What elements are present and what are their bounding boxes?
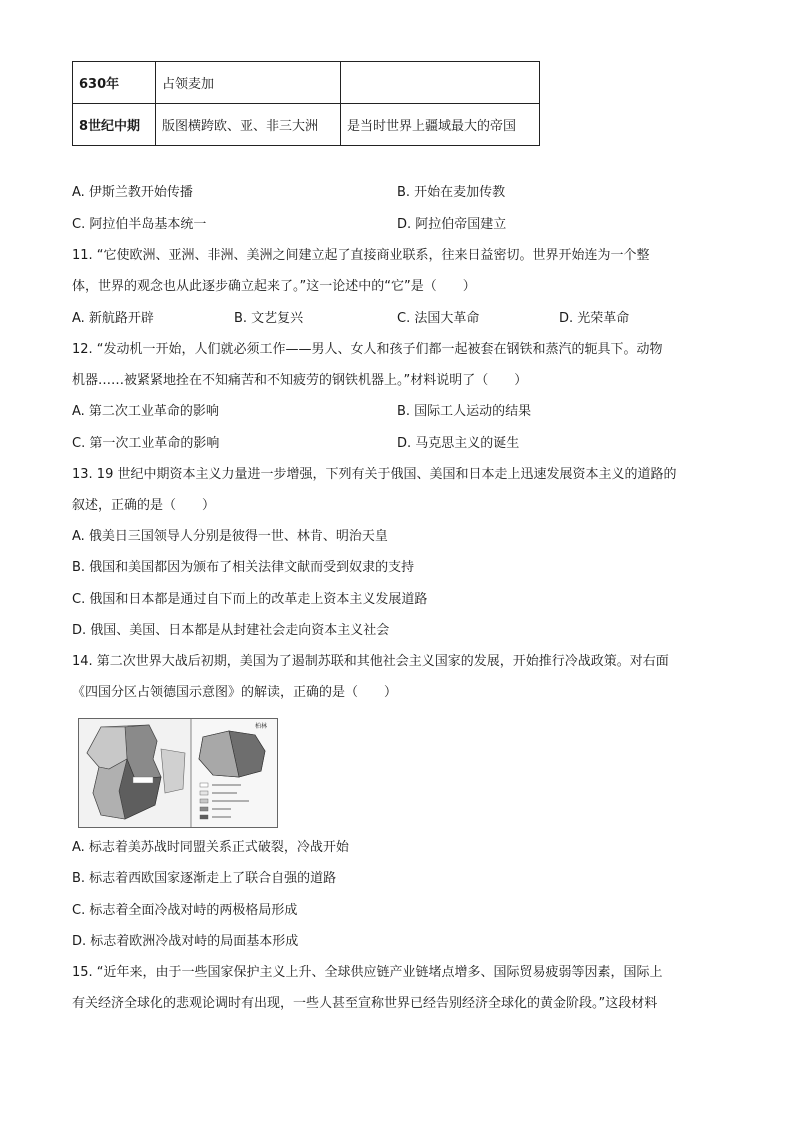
q11-option-d: D. 光荣革命: [559, 311, 630, 326]
q10-option-b: B. 开始在麦加传教: [397, 185, 506, 200]
q12-option-c: C. 第一次工业革命的影响: [72, 436, 220, 451]
q12-stem-line1: 12. “发动机一开始，人们就必须工作——男人、女人和孩子们都一起被套在钢铁和蒸汽的轭具下。动物: [72, 342, 663, 357]
q12-option-a: A. 第二次工业革命的影响: [72, 404, 219, 419]
germany-occupation-map: [78, 718, 278, 828]
q11-option-b: B. 文艺复兴: [234, 311, 304, 326]
q11-option-c: C. 法国大革命: [397, 311, 480, 326]
q14-option-d: D. 标志着欧洲冷战对峙的局面基本形成: [72, 934, 299, 949]
history-table: [72, 61, 540, 146]
q13-stem-line1: 13. 19 世纪中期资本主义力量进一步增强，下列有关于俄国、美国和日本走上迅速发展资本主义的道路的: [72, 467, 677, 482]
table-cell-year: 8世纪中期: [73, 104, 156, 146]
q12-option-b: B. 国际工人运动的结果: [397, 404, 532, 419]
q13-option-c: C. 俄国和日本都是通过自下而上的改革走上资本主义发展道路: [72, 592, 428, 607]
q10-option-c: C. 阿拉伯半岛基本统一: [72, 217, 207, 232]
table-row: [73, 62, 540, 104]
table-cell-event: 版图横跨欧、亚、非三大洲: [156, 104, 341, 146]
q11-option-a: A. 新航路开辟: [72, 311, 154, 326]
q11-stem-line1: 11. “它使欧洲、亚洲、非洲、美洲之间建立起了直接商业联系，往来日益密切。世界开始连为一个整: [72, 248, 650, 263]
table-cell-year: 630年: [73, 62, 156, 104]
table-cell-note: 是当时世界上疆域最大的帝国: [341, 104, 540, 146]
map-berlin-label: 柏林: [255, 723, 268, 730]
q12-option-d: D. 马克思主义的诞生: [397, 436, 520, 451]
q15-stem-line1: 15. “近年来，由于一些国家保护主义上升、全球供应链产业链堵点增多、国际贸易疲弱等因素，国际上: [72, 965, 663, 980]
q14-stem-line1: 14. 第二次世界大战后初期，美国为了遏制苏联和其他社会主义国家的发展，开始推行冷战政策。对右面: [72, 654, 669, 669]
q14-option-a: A. 标志着美苏战时同盟关系正式破裂，冷战开始: [72, 840, 349, 855]
q14-stem-line2: 《四国分区占领德国示意图》的解读，正确的是（ ）: [72, 685, 398, 700]
q14-option-b: B. 标志着西欧国家逐渐走上了联合自强的道路: [72, 871, 337, 886]
q13-stem-line2: 叙述，正确的是（ ）: [72, 498, 216, 513]
q10-option-d: D. 阿拉伯帝国建立: [397, 217, 507, 232]
occupation-map-graphic: [79, 719, 277, 827]
q15-stem-line2: 有关经济全球化的悲观论调时有出现，一些人甚至宣称世界已经告别经济全球化的黄金阶段。”这段材料: [72, 996, 658, 1011]
q11-stem-line2: 体，世界的观念也从此逐步确立起来了。”这一论述中的“它”是（ ）: [72, 279, 476, 294]
q10-option-a: A. 伊斯兰教开始传播: [72, 185, 193, 200]
q14-option-c: C. 标志着全面冷战对峙的两极格局形成: [72, 903, 298, 918]
q12-stem-line2: 机器……被紧紧地拴在不知痛苦和不知疲劳的钢铁机器上。”材料说明了（ ）: [72, 373, 528, 388]
table-cell-event: 占领麦加: [156, 62, 341, 104]
q13-option-a: A. 俄美日三国领导人分别是彼得一世、林肯、明治天皇: [72, 529, 388, 544]
table-cell-note: [341, 62, 540, 104]
table-row: [73, 104, 540, 146]
q13-option-d: D. 俄国、美国、日本都是从封建社会走向资本主义社会: [72, 623, 390, 638]
q13-option-b: B. 俄国和美国都因为颁布了相关法律文献而受到奴隶的支持: [72, 560, 415, 575]
